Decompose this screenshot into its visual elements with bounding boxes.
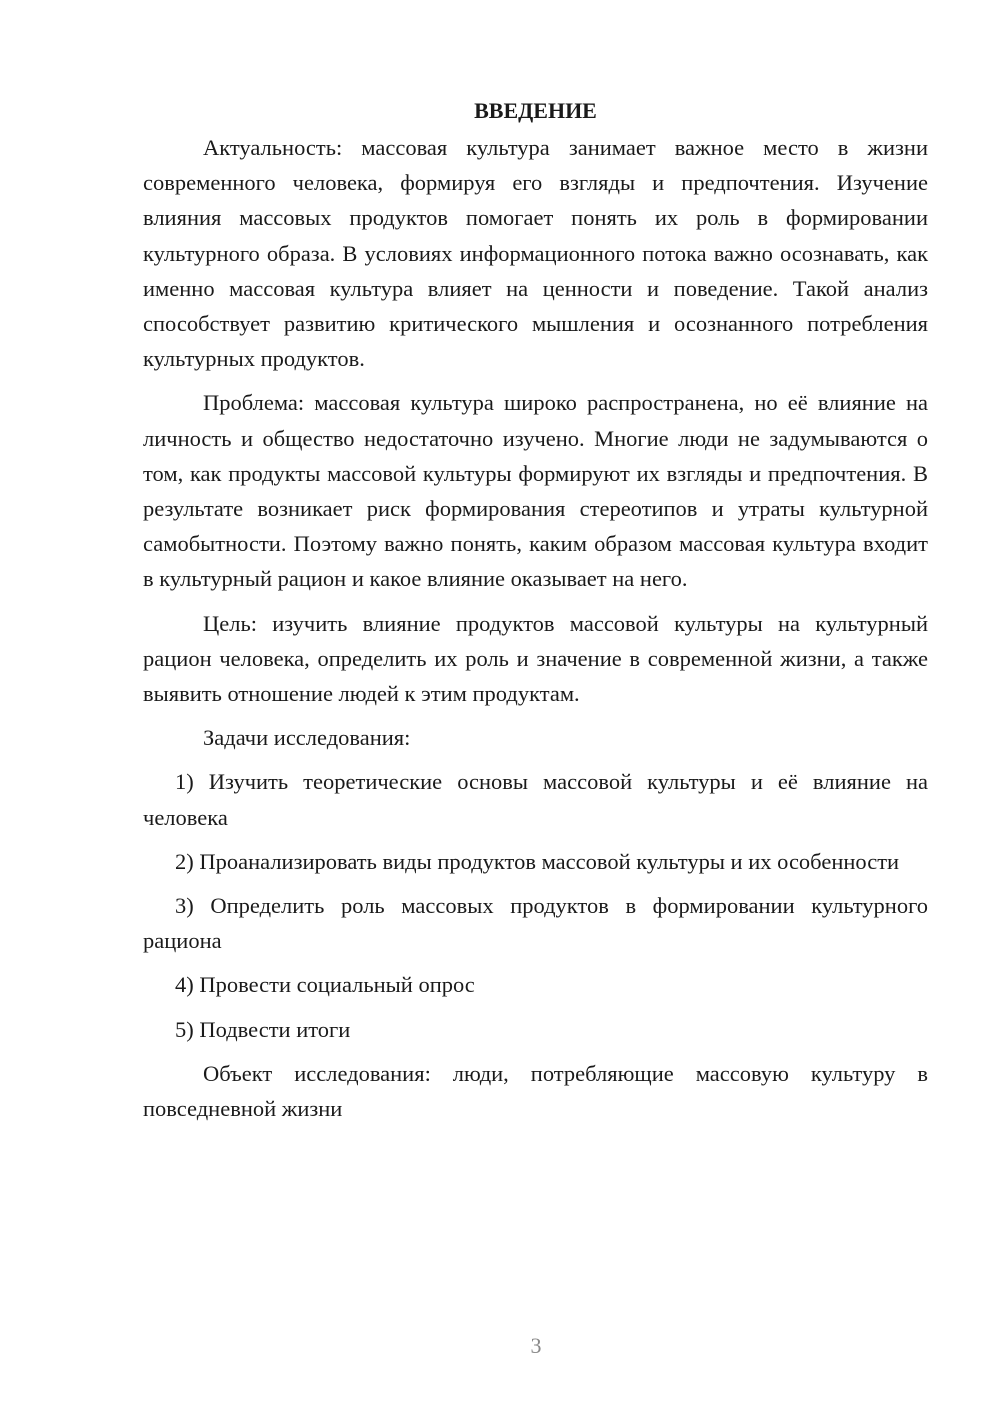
paragraph-goal: Цель: изучить влияние продуктов массовой культуры на культурный рацион человека, определить их роль и значение в современной жизни, а также выявить отношение людей к этим продуктам.: [143, 610, 928, 707]
task-item-1: 1) Изучить теоретические основы массовой культуры и её влияние на человека: [143, 769, 928, 830]
paragraph-object: Объект исследования: люди, потребляющие массовую культуру в повседневной жизни: [143, 1060, 928, 1122]
tasks-heading: Задачи исследования:: [203, 725, 411, 751]
task-item-2: 2) Проанализировать виды продуктов массовой культуры и их особенности: [175, 848, 900, 874]
paragraph-problem: Проблема: массовая культура широко распространена, но её влияние на личность и общество недостаточно изучено. Многие люди не задумываются о том, как продукты массовой культуры формируют их взгляды и предпочтения. В результате возникает риск формирования стереотипов и утраты культурной самобытности. Поэтому важно понять, каким образом массовая культура входит в культурный рацион и какое влияние оказывает на него.: [143, 390, 928, 592]
page-number: 3: [530, 1333, 542, 1358]
page-title: ВВЕДЕНИЕ: [474, 98, 597, 123]
task-item-5: 5) Подвести итоги: [175, 1016, 351, 1042]
page-content: [143, 92, 928, 1126]
task-item-4: 4) Провести социальный опрос: [175, 972, 475, 998]
paragraph-relevance: Актуальность: массовая культура занимает важное место в жизни современного человека, формируя его взгляды и предпочтения. Изучение влияния массовых продуктов помогает понять их роль в формировании культурного образа. В условиях информационного потока важно осознавать, как именно массовая культура влияет на ценности и поведение. Такой анализ способствует развитию критического мышления и осознанного потребления культурных продуктов.: [143, 135, 928, 372]
task-item-3: 3) Определить роль массовых продуктов в формировании культурного рациона: [143, 893, 928, 954]
